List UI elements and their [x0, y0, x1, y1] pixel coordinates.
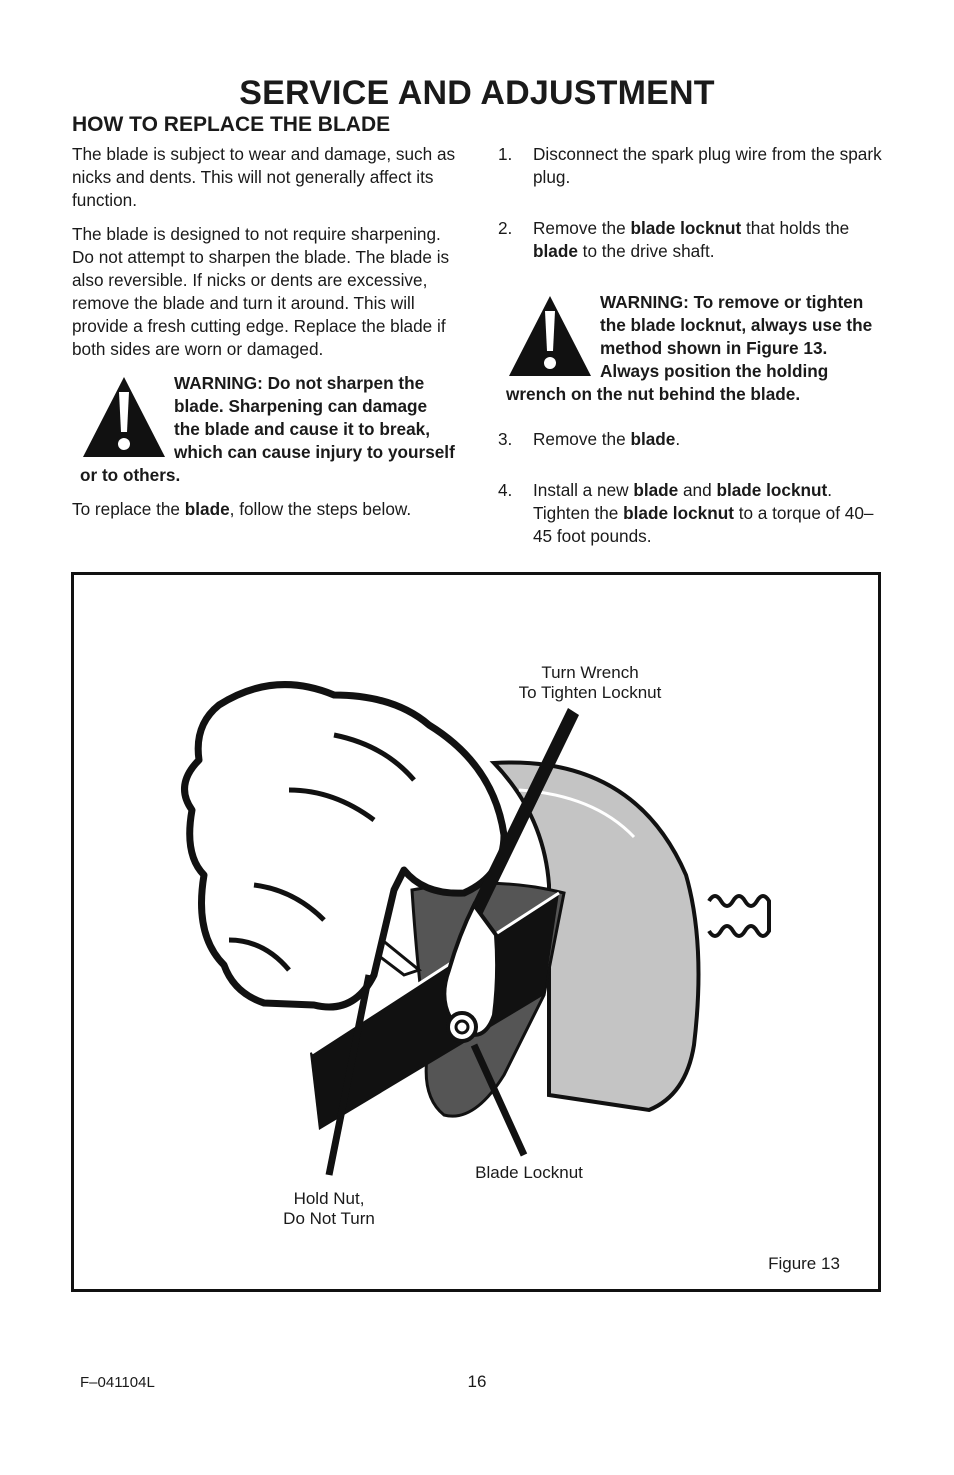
- spring: [709, 896, 769, 936]
- figure-13-box: [71, 572, 881, 1292]
- section-heading: HOW TO REPLACE THE BLADE: [72, 113, 391, 136]
- step-4: 4. Install a new blade and blade locknut. Tighten the blade locknut to a torque of 40–45 foot pounds.: [498, 480, 874, 546]
- page-title: SERVICE AND ADJUSTMENT: [239, 74, 715, 112]
- step-3: 3. Remove the blade.: [498, 429, 681, 449]
- sharpen-warning-text: WARNING: Do not sharpen the blade. Sharpening can damage the blade and cause it to break, which can cause injury to yourself or to others.: [80, 373, 455, 485]
- sharpen-warning: [72, 372, 456, 487]
- right-column: [498, 143, 882, 576]
- page-number: 16: [467, 1372, 487, 1391]
- document-code: F–041104L: [80, 1374, 155, 1391]
- blade-locknut-callout: Blade Locknut: [475, 1163, 583, 1182]
- warning-icon: [80, 374, 168, 460]
- turn-wrench-callout: Turn Wrench To Tighten Locknut: [518, 663, 662, 702]
- hold-nut-callout: Hold Nut, Do Not Turn: [283, 1189, 375, 1228]
- blade-locknut: [448, 1013, 476, 1041]
- locknut-warning: [506, 291, 882, 406]
- warning-icon: [506, 293, 594, 379]
- locknut-warning-text: WARNING: To remove or tighten the blade locknut, always use the method shown in Figure 13. Always position the holding wrench on the nut behind the blade.: [506, 292, 873, 404]
- left-column: [72, 143, 456, 532]
- step-2: 2. Remove the blade locknut that holds the blade to the drive shaft.: [498, 218, 850, 261]
- replace-instruction: To replace the blade, follow the steps below.: [72, 499, 412, 519]
- reversible-paragraph: The blade is designed to not require sharpening. Do not attempt to sharpen the blade. The blade is also reversible. If nicks or dents are excessive, remove the blade and turn it around. This will provide a fresh cutting edge. Replace the blade if both sides are worn or damaged.: [72, 224, 450, 359]
- intro-paragraph: The blade is subject to wear and damage, such as nicks and dents. This will not generally affect its function.: [72, 144, 456, 210]
- step-1: 1. Disconnect the spark plug wire from the spark plug.: [498, 144, 882, 187]
- figure-caption: Figure 13: [768, 1254, 840, 1273]
